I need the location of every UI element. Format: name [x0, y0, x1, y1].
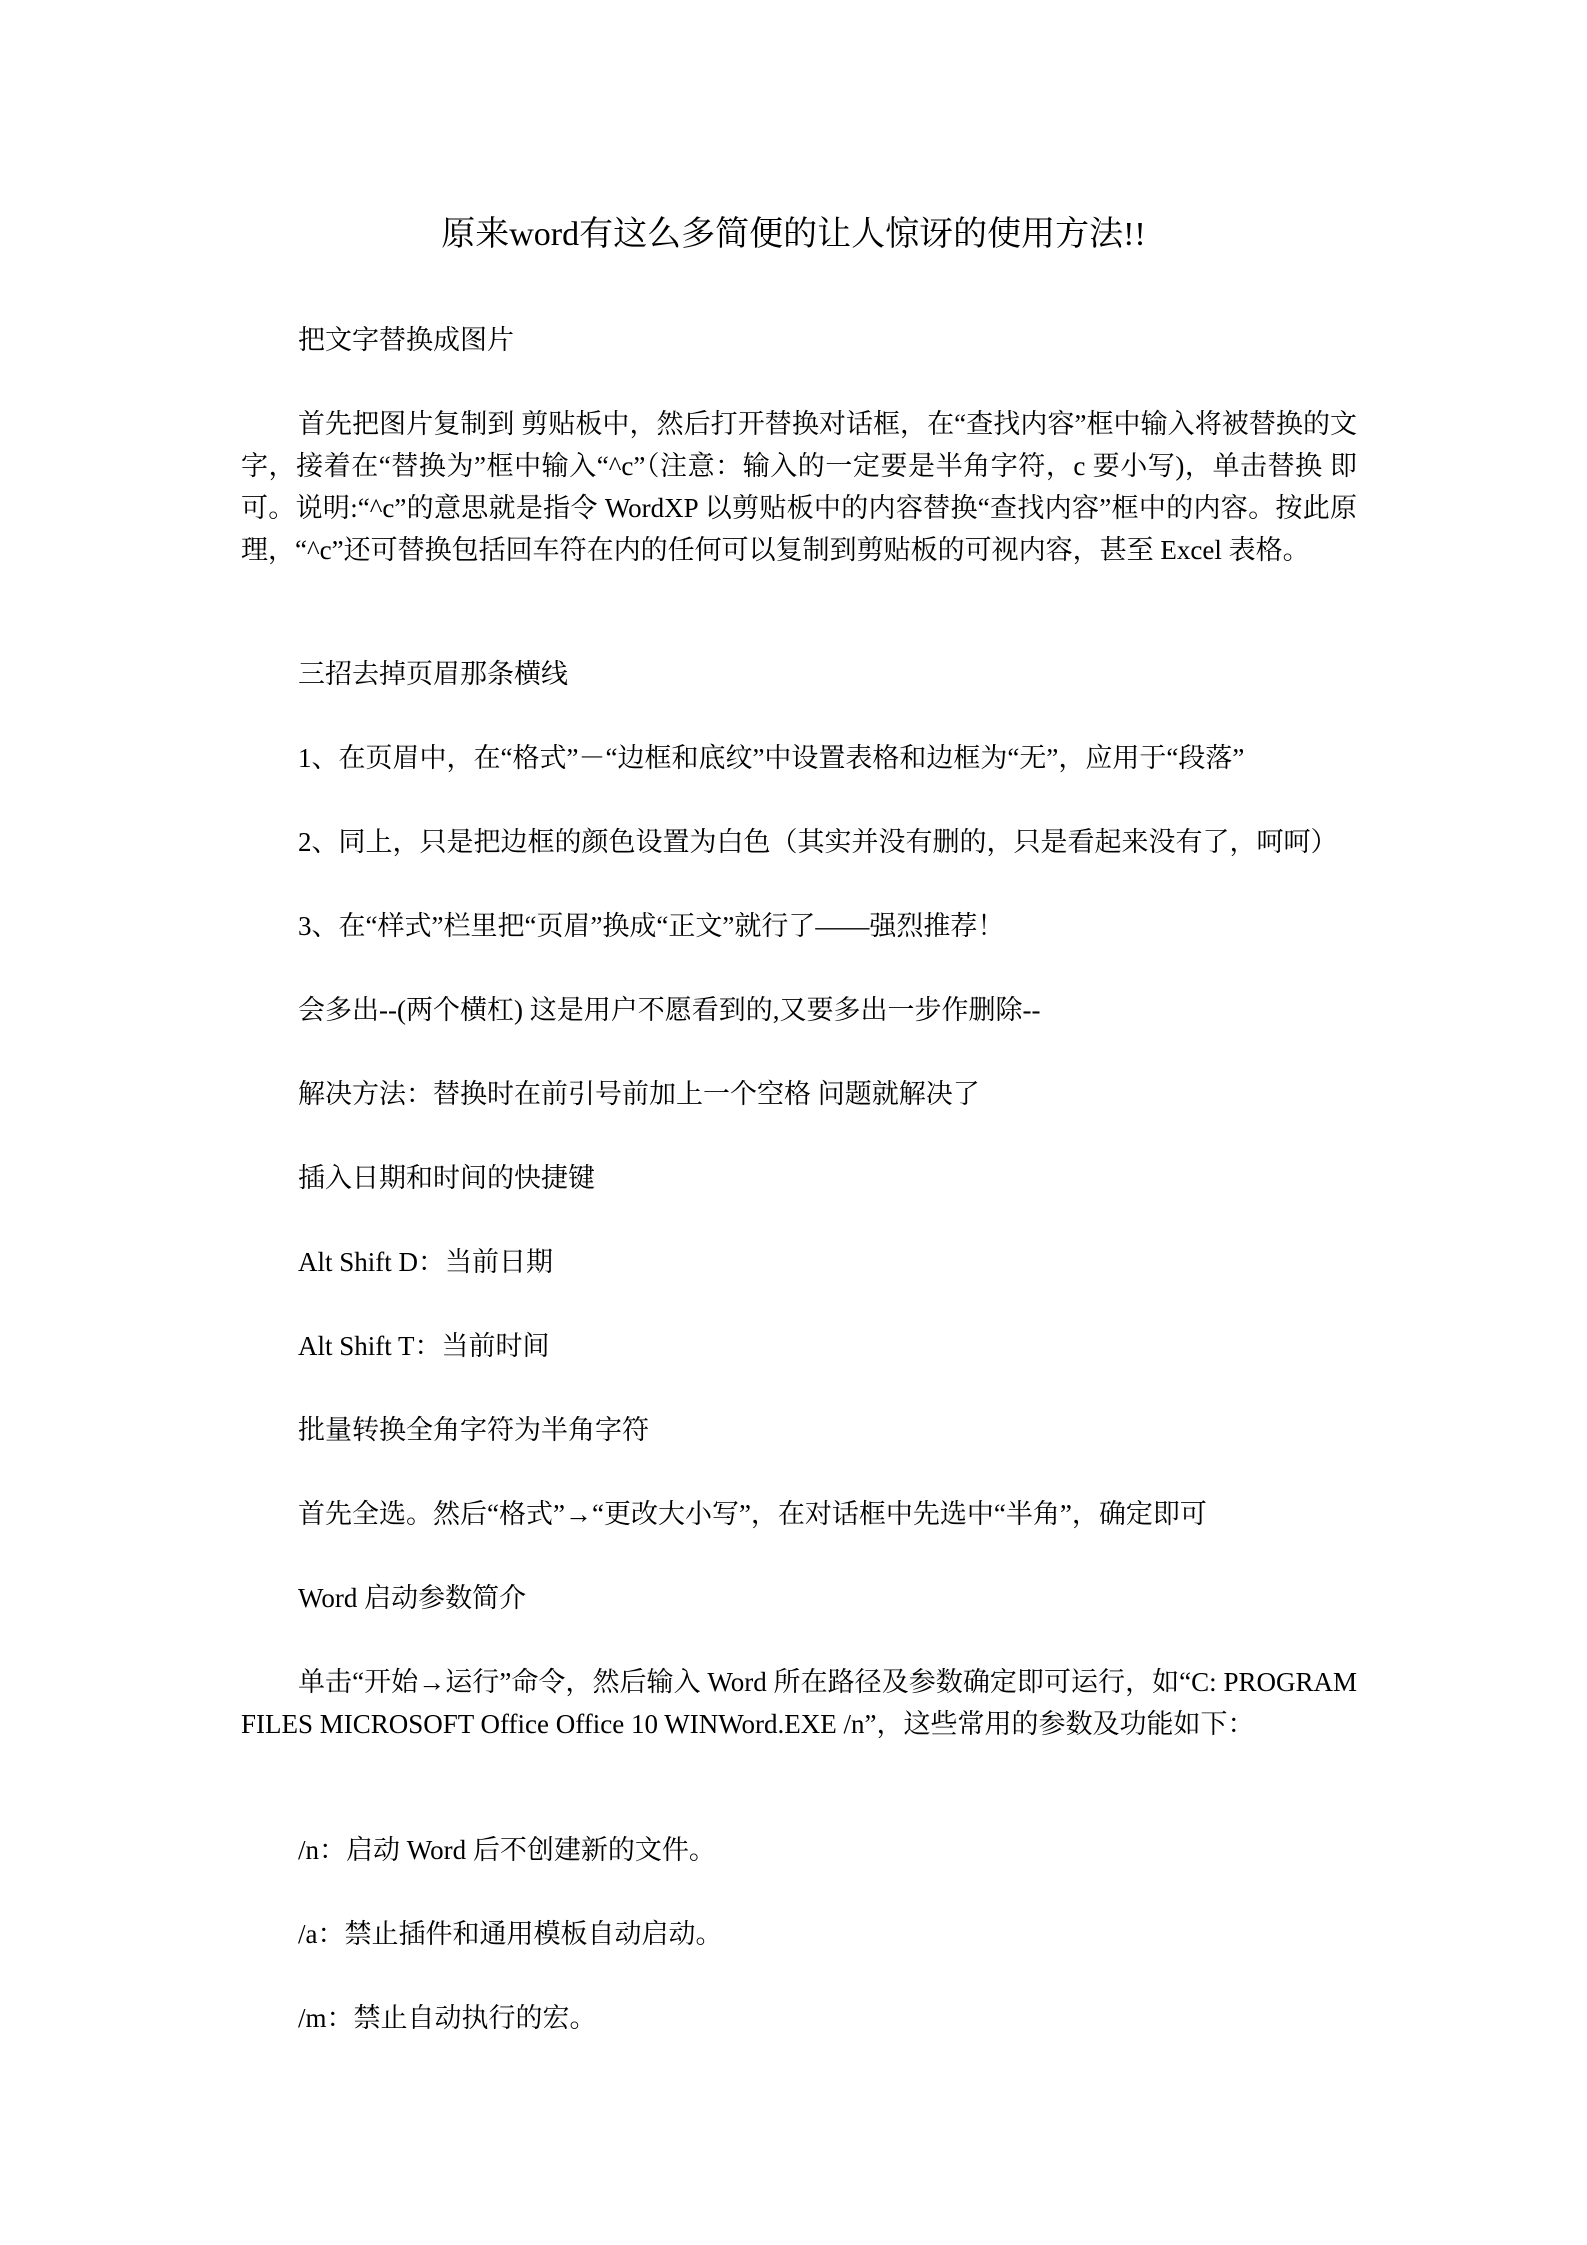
- paragraph-replace-instructions: 首先把图片复制到 剪贴板中，然后打开替换对话框，在“查找内容”框中输入将被替换的文字，接着在“替换为”框中输入“^c”（注意：输入的一定要是半角字符，c 要小写)，单击替换 即可。说明:“^c”的意思就是指令 WordXP 以剪贴板中的内容替换“查找内容”框中的内容。按此原理，“^c”还可替换包括回车符在内的任何可以复制到剪贴板的可视内容，甚至 Excel 表格。: [241, 409, 1357, 565]
- list-item-1: 1、在页眉中，在“格式”－“边框和底纹”中设置表格和边框为“无”，应用于“段落”: [298, 743, 1245, 773]
- list-item-2: 2、同上，只是把边框的颜色设置为白色（其实并没有删的，只是看起来没有了，呵呵）: [298, 827, 1338, 857]
- shortcut-time: Alt Shift T：当前时间: [298, 1331, 550, 1361]
- paragraph-fullwidth-instructions: 首先全选。然后“格式”→“更改大小写”，在对话框中先选中“半角”，确定即可: [298, 1499, 1207, 1529]
- heading-fullwidth-to-halfwidth: 批量转换全角字符为半角字符: [298, 1415, 649, 1445]
- heading-word-startup-params: Word 启动参数简介: [298, 1583, 527, 1613]
- paragraph-solution: 解决方法：替换时在前引号前加上一个空格 问题就解决了: [298, 1079, 980, 1109]
- param-n: /n：启动 Word 后不创建新的文件。: [298, 1835, 716, 1865]
- document-title: 原来word有这么多简便的让人惊讶的使用方法!!: [441, 216, 1146, 253]
- param-m: /m：禁止自动执行的宏。: [298, 2003, 597, 2033]
- list-item-3: 3、在“样式”栏里把“页眉”换成“正文”就行了——强烈推荐！: [298, 911, 1005, 941]
- heading-replace-text-with-image: 把文字替换成图片: [298, 325, 514, 355]
- heading-remove-header-line: 三招去掉页眉那条横线: [298, 659, 568, 689]
- shortcut-date: Alt Shift D：当前日期: [298, 1247, 554, 1277]
- heading-date-time-shortcut: 插入日期和时间的快捷键: [298, 1163, 595, 1193]
- paragraph-startup-instructions: 单击“开始→运行”命令，然后输入 Word 所在路径及参数确定即可运行，如“C: PROGRAM FILES MICROSOFT Office Office 10 WINWord.EXE /n”，这些常用的参数及功能如下：: [241, 1667, 1357, 1739]
- paragraph-dash-note: 会多出--(两个横杠) 这是用户不愿看到的,又要多出一步作删除--: [298, 995, 1041, 1025]
- param-a: /a：禁止插件和通用模板自动启动。: [298, 1919, 723, 1949]
